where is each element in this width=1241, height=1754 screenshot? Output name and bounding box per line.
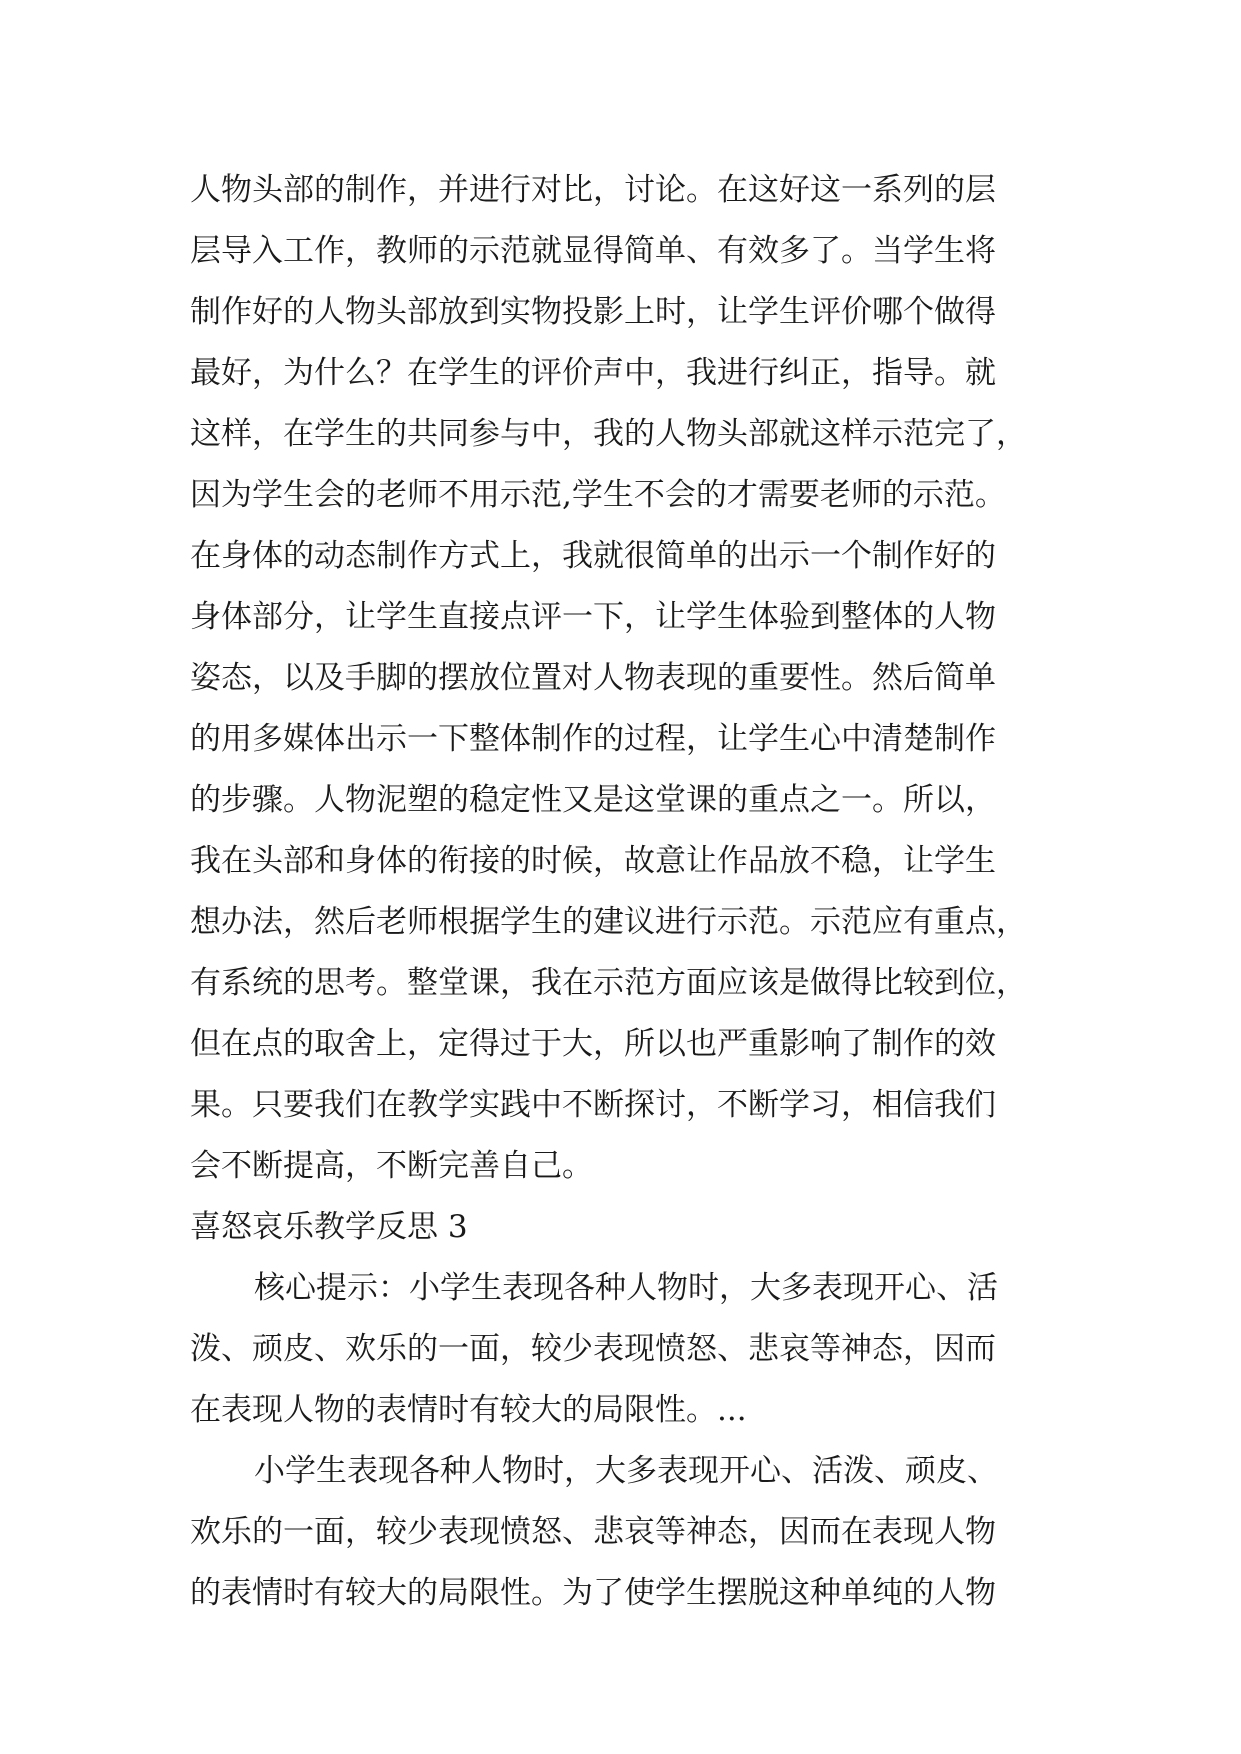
text-line: 的表情时有较大的局限性。为了使学生摆脱这种单纯的人物 [190,1575,996,1611]
text-line: 的用多媒体出示一下整体制作的过程，让学生心中清楚制作 [190,721,996,757]
text-line: 会不断提高，不断完善自己。 [190,1148,593,1184]
text-line: 小学生表现各种人物时，大多表现开心、活泼、顽皮、 [254,1453,998,1489]
text-line: 最好，为什么？在学生的评价声中，我进行纠正，指导。就 [190,355,996,391]
text-line: 姿态，以及手脚的摆放位置对人物表现的重要性。然后简单 [190,660,996,696]
text-line: 有系统的思考。整堂课，我在示范方面应该是做得比较到位， [190,965,1027,1001]
text-line: 在身体的动态制作方式上，我就很简单的出示一个制作好的 [190,538,996,574]
text-line: 果。只要我们在教学实践中不断探讨，不断学习，相信我们 [190,1087,996,1123]
text-line: 的步骤。人物泥塑的稳定性又是这堂课的重点之一。所以， [190,782,996,818]
text-line: 制作好的人物头部放到实物投影上时，让学生评价哪个做得 [190,294,996,330]
text-line: 想办法，然后老师根据学生的建议进行示范。示范应有重点， [190,904,1027,940]
text-line: 我在头部和身体的衔接的时候，故意让作品放不稳，让学生 [190,843,996,879]
text-line: 这样，在学生的共同参与中，我的人物头部就这样示范完了， [190,416,1027,452]
text-line: 因为学生会的老师不用示范,学生不会的才需要老师的示范。 [190,477,1006,513]
summary-line: 泼、顽皮、欢乐的一面，较少表现愤怒、悲哀等神态，因而 [190,1331,996,1367]
summary-line: 在表现人物的表情时有较大的局限性。... [190,1392,747,1428]
document-body [190,160,1090,1624]
text-line: 层导入工作，教师的示范就显得简单、有效多了。当学生将 [190,233,996,269]
text-line: 但在点的取舍上，定得过于大，所以也严重影响了制作的效 [190,1026,996,1062]
section-title: 喜怒哀乐教学反思 3 [190,1209,468,1245]
text-line: 欢乐的一面，较少表现愤怒、悲哀等神态，因而在表现人物 [190,1514,996,1550]
text-line: 人物头部的制作，并进行对比，讨论。在这好这一系列的层 [190,172,996,208]
summary-line: 核心提示：小学生表现各种人物时，大多表现开心、活 [254,1270,998,1306]
text-line: 身体部分，让学生直接点评一下，让学生体验到整体的人物 [190,599,996,635]
